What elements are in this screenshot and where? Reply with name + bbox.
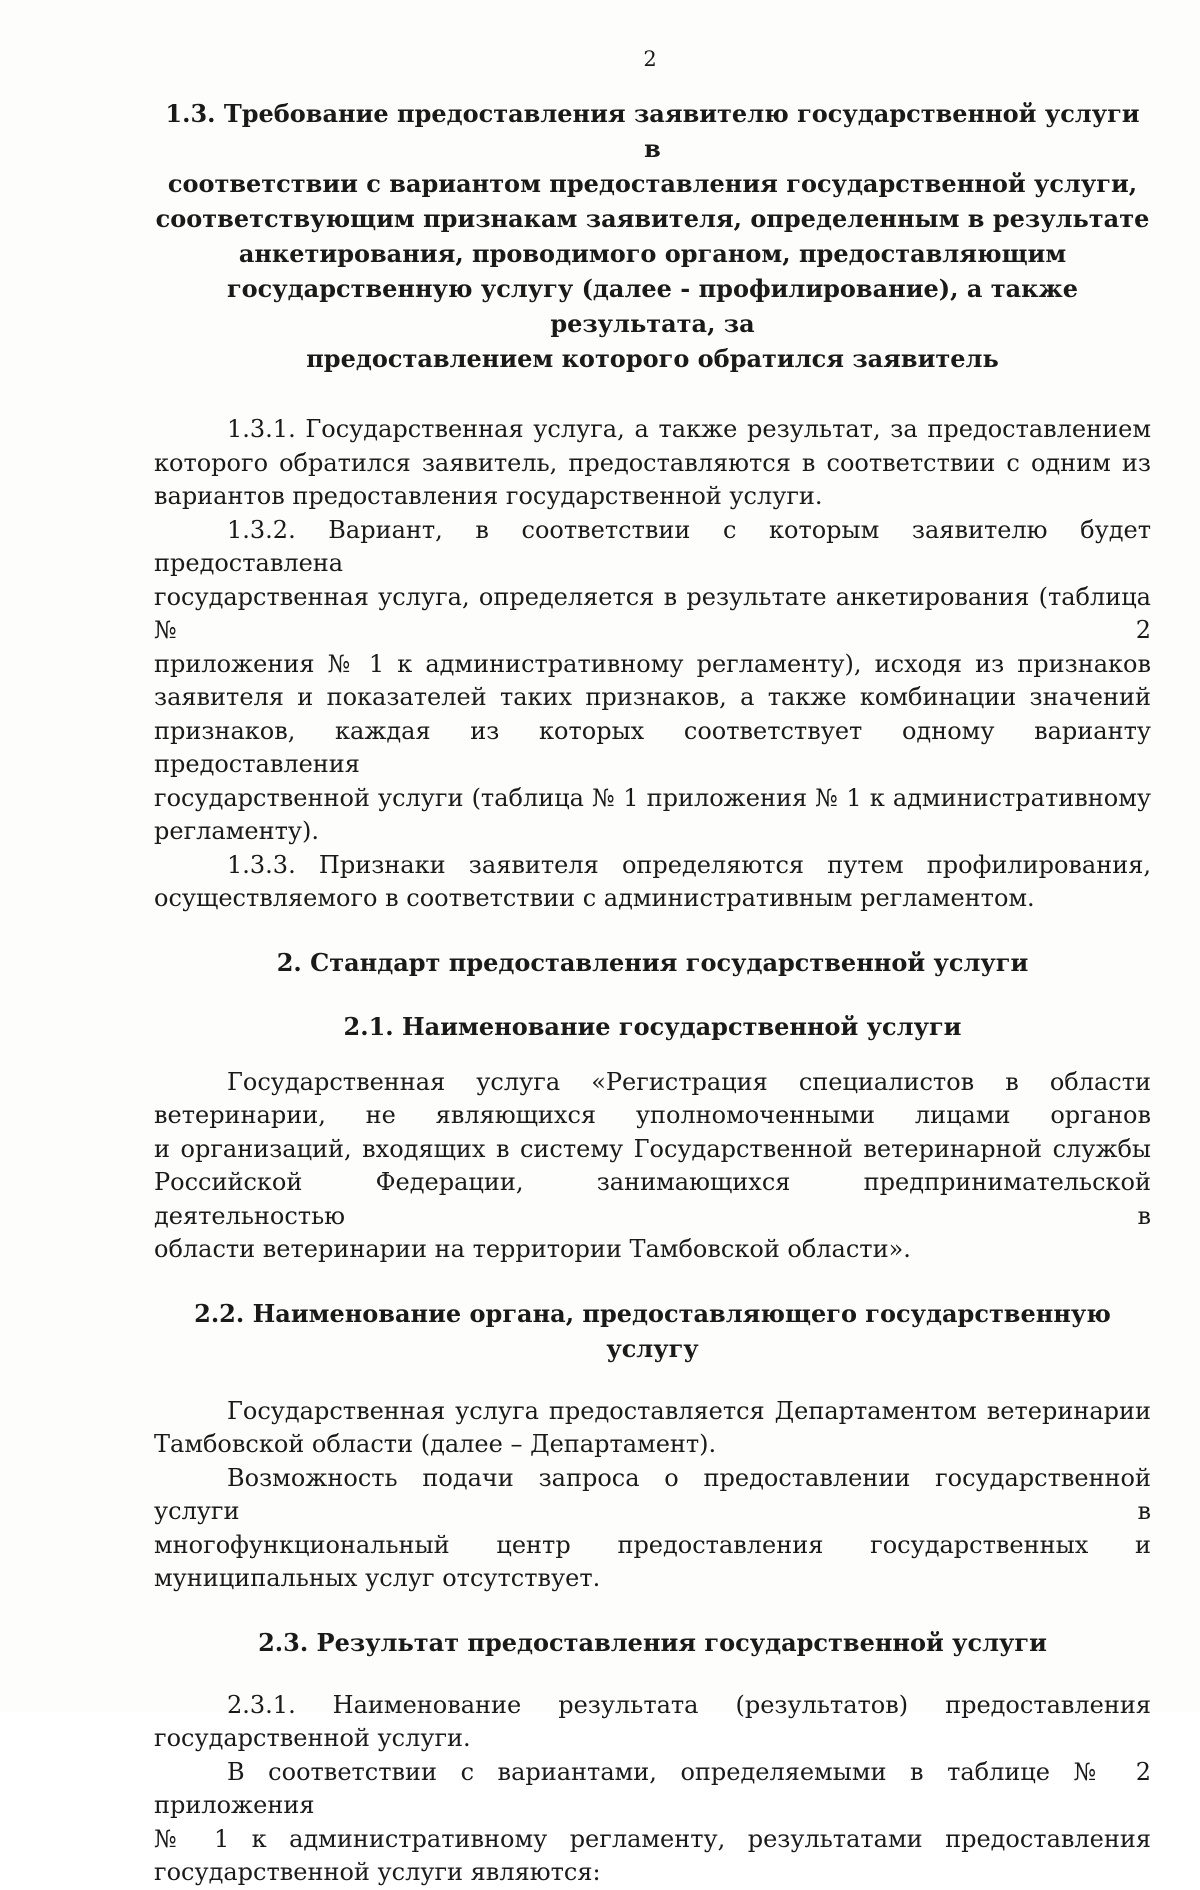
paragraph-1-3-2 — [154, 514, 1151, 849]
text-line: муниципальных услуг отсутствует. — [154, 1564, 601, 1592]
text-line: Государственная услуга «Регистрация специалистов в области — [227, 1067, 1151, 1096]
heading-line: услугу — [606, 1333, 699, 1363]
text-line: Возможность подачи запроса о предоставлении государственной услуги в — [154, 1463, 1151, 1525]
text-line: заявителя и показателей таких признаков, а также комбинации значений — [154, 683, 1151, 711]
text-line: государственная услуга, определяется в результате анкетирования (таблица № 2 — [154, 582, 1151, 644]
text-line: 2.3.1. Наименование результата (результатов) предоставления — [227, 1690, 1151, 1719]
text-line: вариантов предоставления государственной услуги. — [154, 482, 823, 510]
paragraph-1-3-1 — [154, 413, 1151, 514]
text-line: приложения № 1 к административному регламенту), исходя из признаков — [154, 649, 1151, 678]
paragraph-2-1 — [154, 1066, 1151, 1267]
text-line: Тамбовской области (далее – Департамент). — [154, 1430, 717, 1458]
heading-line: соответствии с вариантом предоставления государственной услуги, — [167, 169, 1138, 198]
text-line: Государственная услуга предоставляется Департаментом ветеринарии — [227, 1396, 1151, 1425]
heading-line: предоставлением которого обратился заявитель — [306, 344, 999, 373]
document-body — [154, 96, 1151, 1890]
text-line: 1.3.2. Вариант, в соответствии с которым заявителю будет предоставлена — [154, 515, 1151, 577]
text-line: регламенту). — [154, 817, 319, 845]
text-line: государственной услуги (таблица № 1 приложения № 1 к административному — [154, 783, 1151, 812]
page-number: 2 — [643, 47, 657, 71]
text-line: Российской Федерации, занимающихся предпринимательской деятельностью в — [154, 1168, 1151, 1230]
section-heading-2-1: 2.1. Наименование государственной услуги — [343, 1011, 962, 1041]
text-line: государственной услуги. — [154, 1724, 471, 1752]
text-line: ветеринарии, не являющихся уполномоченными лицами органов — [154, 1101, 1151, 1129]
paragraph-2-2-2 — [154, 1462, 1151, 1596]
heading-line: государственную услугу (далее - профилирование), а также результата, за — [226, 274, 1079, 338]
text-line: государственной услуги являются: — [154, 1858, 601, 1886]
text-line: области ветеринарии на территории Тамбовской области». — [154, 1235, 911, 1263]
heading-line: 1.3. Требование предоставления заявителю государственной услуги в — [165, 99, 1140, 163]
section-heading-2-2 — [154, 1296, 1151, 1366]
paragraph-1-3-3 — [154, 849, 1151, 916]
section-heading-1-3 — [154, 96, 1151, 376]
text-line: многофункциональный центр предоставления государственных и — [154, 1530, 1151, 1559]
text-line: признаков, каждая из которых соответствует одному варианту предоставления — [154, 716, 1151, 778]
paragraph-2-2-1 — [154, 1395, 1151, 1462]
heading-line: соответствующим признакам заявителя, определенным в результате — [155, 204, 1150, 233]
text-line: 1.3.3. Признаки заявителя определяются путем профилирования, — [227, 850, 1151, 879]
text-line: и организаций, входящих в систему Государственной ветеринарной службы — [154, 1134, 1151, 1163]
text-line: которого обратился заявитель, предоставляются в соответствии с одним из — [154, 448, 1151, 477]
heading-line: 2.2. Наименование органа, предоставляющего государственную — [194, 1298, 1111, 1328]
text-line: В соответствии с вариантами, определяемыми в таблице № 2 приложения — [154, 1757, 1151, 1819]
heading-line: анкетирования, проводимого органом, предоставляющим — [238, 239, 1067, 268]
section-heading-2-3: 2.3. Результат предоставления государственной услуги — [258, 1627, 1047, 1657]
text-line: № 1 к административному регламенту, результатами предоставления — [154, 1824, 1151, 1853]
section-heading-2: 2. Стандарт предоставления государственной услуги — [276, 947, 1029, 977]
paragraph-2-3-1 — [154, 1689, 1151, 1756]
text-line: 1.3.1. Государственная услуга, а также результат, за предоставлением — [227, 415, 1151, 443]
text-line: осуществляемого в соответствии с административным регламентом. — [154, 884, 1035, 912]
paragraph-2-3-2 — [154, 1756, 1151, 1890]
